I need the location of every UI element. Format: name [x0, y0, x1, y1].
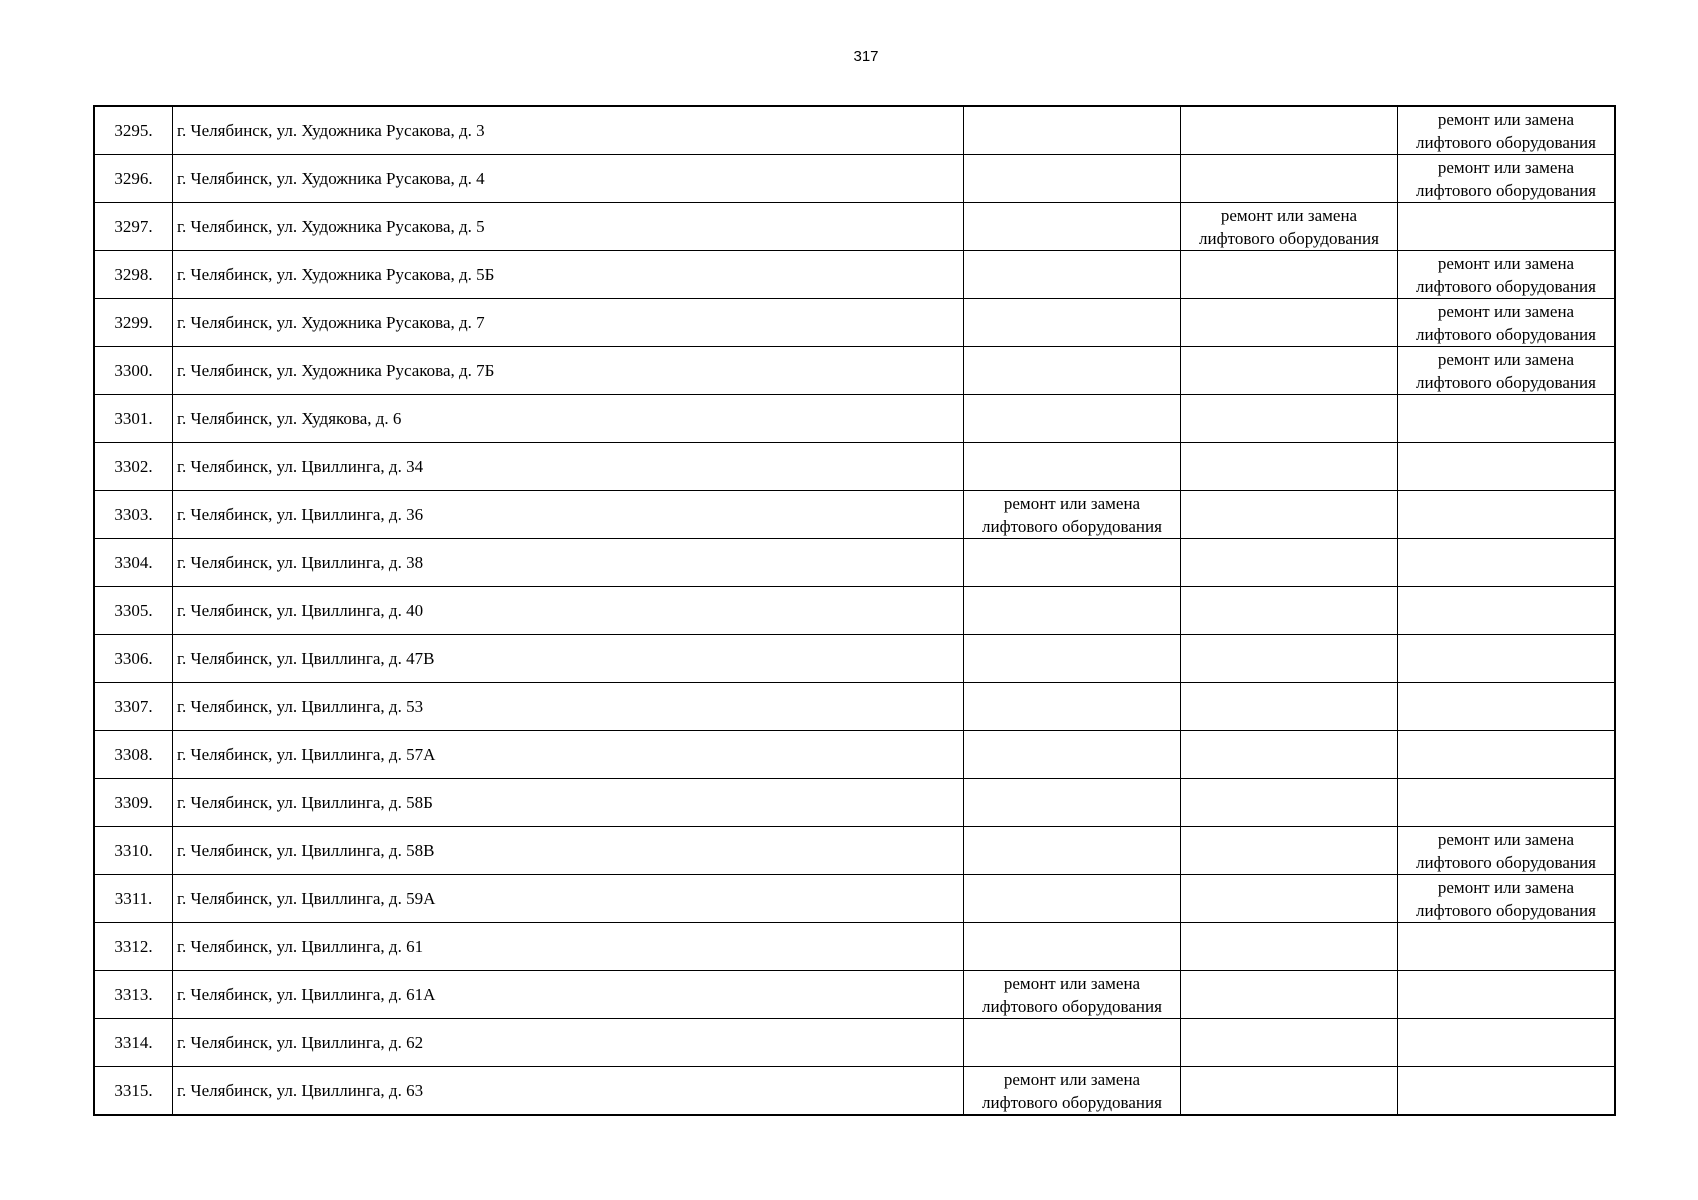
- address-cell: г. Челябинск, ул. Худякова, д. 6: [173, 395, 964, 443]
- table-row: [94, 827, 1615, 875]
- work-cell-3: [1398, 971, 1616, 1019]
- address-cell: г. Челябинск, ул. Цвиллинга, д. 59А: [173, 875, 964, 923]
- work-cell-3: [1398, 587, 1616, 635]
- row-number-cell: 3304.: [94, 539, 173, 587]
- work-cell-3: [1398, 299, 1616, 347]
- work-type-text: ремонт или замена лифтового оборудования: [1416, 877, 1596, 920]
- work-cell-2: [1181, 923, 1398, 971]
- table-row: [94, 106, 1615, 155]
- address-cell: г. Челябинск, ул. Цвиллинга, д. 47В: [173, 635, 964, 683]
- address-cell: г. Челябинск, ул. Художника Русакова, д. 4: [173, 155, 964, 203]
- address-cell: г. Челябинск, ул. Художника Русакова, д. 7Б: [173, 347, 964, 395]
- work-cell-1: [964, 491, 1181, 539]
- address-cell: г. Челябинск, ул. Цвиллинга, д. 58В: [173, 827, 964, 875]
- table-row: [94, 923, 1615, 971]
- work-cell-1: [964, 587, 1181, 635]
- work-cell-3: [1398, 347, 1616, 395]
- work-cell-1: [964, 347, 1181, 395]
- work-cell-3: [1398, 443, 1616, 491]
- table-row: [94, 443, 1615, 491]
- work-type-text: ремонт или замена лифтового оборудования: [1416, 301, 1596, 344]
- table-row: [94, 251, 1615, 299]
- row-number-cell: 3303.: [94, 491, 173, 539]
- work-cell-1: [964, 203, 1181, 251]
- work-cell-1: [964, 827, 1181, 875]
- address-cell: г. Челябинск, ул. Цвиллинга, д. 58Б: [173, 779, 964, 827]
- table-row: [94, 347, 1615, 395]
- row-number-cell: 3297.: [94, 203, 173, 251]
- work-cell-3: [1398, 923, 1616, 971]
- address-cell: г. Челябинск, ул. Цвиллинга, д. 63: [173, 1067, 964, 1116]
- row-number-cell: 3307.: [94, 683, 173, 731]
- row-number-cell: 3314.: [94, 1019, 173, 1067]
- work-cell-1: [964, 155, 1181, 203]
- table-row: [94, 491, 1615, 539]
- work-cell-2: [1181, 155, 1398, 203]
- work-cell-1: [964, 443, 1181, 491]
- work-type-text: ремонт или замена лифтового оборудования: [982, 1069, 1162, 1112]
- address-cell: г. Челябинск, ул. Цвиллинга, д. 36: [173, 491, 964, 539]
- work-cell-1: [964, 299, 1181, 347]
- row-number-cell: 3301.: [94, 395, 173, 443]
- work-cell-1: [964, 779, 1181, 827]
- work-cell-2: [1181, 203, 1398, 251]
- work-cell-3: [1398, 1067, 1616, 1116]
- work-cell-2: [1181, 443, 1398, 491]
- address-cell: г. Челябинск, ул. Цвиллинга, д. 53: [173, 683, 964, 731]
- row-number-cell: 3302.: [94, 443, 173, 491]
- row-number-cell: 3296.: [94, 155, 173, 203]
- work-type-text: ремонт или замена лифтового оборудования: [1416, 349, 1596, 392]
- address-cell: г. Челябинск, ул. Художника Русакова, д. 3: [173, 106, 964, 155]
- work-cell-1: [964, 395, 1181, 443]
- work-cell-3: [1398, 827, 1616, 875]
- work-cell-1: [964, 683, 1181, 731]
- address-cell: г. Челябинск, ул. Цвиллинга, д. 62: [173, 1019, 964, 1067]
- work-cell-2: [1181, 491, 1398, 539]
- table-row: [94, 299, 1615, 347]
- work-type-text: ремонт или замена лифтового оборудования: [982, 973, 1162, 1016]
- address-cell: г. Челябинск, ул. Художника Русакова, д. 5Б: [173, 251, 964, 299]
- table-row: [94, 971, 1615, 1019]
- work-type-text: ремонт или замена лифтового оборудования: [1199, 205, 1379, 248]
- table-row: [94, 779, 1615, 827]
- table-row: [94, 155, 1615, 203]
- work-cell-2: [1181, 827, 1398, 875]
- work-cell-1: [964, 635, 1181, 683]
- work-cell-2: [1181, 731, 1398, 779]
- work-cell-3: [1398, 155, 1616, 203]
- table-row: [94, 587, 1615, 635]
- work-cell-3: [1398, 251, 1616, 299]
- row-number-cell: 3298.: [94, 251, 173, 299]
- table-body: [94, 106, 1615, 1115]
- address-cell: г. Челябинск, ул. Цвиллинга, д. 38: [173, 539, 964, 587]
- table-row: [94, 1067, 1615, 1116]
- work-cell-2: [1181, 875, 1398, 923]
- work-cell-3: [1398, 491, 1616, 539]
- table-row: [94, 203, 1615, 251]
- table-row: [94, 1019, 1615, 1067]
- row-number-cell: 3311.: [94, 875, 173, 923]
- work-type-text: ремонт или замена лифтового оборудования: [1416, 253, 1596, 296]
- work-cell-2: [1181, 395, 1398, 443]
- work-cell-2: [1181, 635, 1398, 683]
- housing-table: [93, 105, 1616, 1116]
- work-cell-3: [1398, 106, 1616, 155]
- address-cell: г. Челябинск, ул. Цвиллинга, д. 61А: [173, 971, 964, 1019]
- page-number: 317: [853, 48, 879, 65]
- row-number-cell: 3315.: [94, 1067, 173, 1116]
- row-number-cell: 3309.: [94, 779, 173, 827]
- work-cell-1: [964, 1019, 1181, 1067]
- work-cell-2: [1181, 779, 1398, 827]
- work-cell-2: [1181, 1067, 1398, 1116]
- work-cell-3: [1398, 635, 1616, 683]
- table-row: [94, 731, 1615, 779]
- table-row: [94, 539, 1615, 587]
- address-cell: г. Челябинск, ул. Художника Русакова, д. 7: [173, 299, 964, 347]
- work-cell-1: [964, 1067, 1181, 1116]
- address-cell: г. Челябинск, ул. Цвиллинга, д. 57А: [173, 731, 964, 779]
- row-number-cell: 3313.: [94, 971, 173, 1019]
- work-cell-2: [1181, 106, 1398, 155]
- work-type-text: ремонт или замена лифтового оборудования: [1416, 157, 1596, 200]
- work-cell-2: [1181, 539, 1398, 587]
- table-row: [94, 635, 1615, 683]
- work-type-text: ремонт или замена лифтового оборудования: [982, 493, 1162, 536]
- row-number-cell: 3305.: [94, 587, 173, 635]
- work-cell-1: [964, 731, 1181, 779]
- work-cell-1: [964, 971, 1181, 1019]
- work-cell-3: [1398, 395, 1616, 443]
- work-cell-1: [964, 539, 1181, 587]
- row-number-cell: 3299.: [94, 299, 173, 347]
- row-number-cell: 3300.: [94, 347, 173, 395]
- work-cell-3: [1398, 1019, 1616, 1067]
- work-cell-1: [964, 106, 1181, 155]
- table-row: [94, 395, 1615, 443]
- work-cell-1: [964, 923, 1181, 971]
- row-number-cell: 3295.: [94, 106, 173, 155]
- row-number-cell: 3308.: [94, 731, 173, 779]
- table-row: [94, 683, 1615, 731]
- row-number-cell: 3310.: [94, 827, 173, 875]
- address-cell: г. Челябинск, ул. Цвиллинга, д. 34: [173, 443, 964, 491]
- work-cell-3: [1398, 683, 1616, 731]
- work-type-text: ремонт или замена лифтового оборудования: [1416, 829, 1596, 872]
- work-cell-3: [1398, 203, 1616, 251]
- work-cell-2: [1181, 683, 1398, 731]
- work-cell-1: [964, 875, 1181, 923]
- address-cell: г. Челябинск, ул. Художника Русакова, д. 5: [173, 203, 964, 251]
- work-cell-3: [1398, 731, 1616, 779]
- work-cell-2: [1181, 971, 1398, 1019]
- work-cell-1: [964, 251, 1181, 299]
- table-row: [94, 875, 1615, 923]
- work-cell-2: [1181, 251, 1398, 299]
- work-cell-2: [1181, 587, 1398, 635]
- work-cell-3: [1398, 779, 1616, 827]
- row-number-cell: 3306.: [94, 635, 173, 683]
- work-cell-3: [1398, 539, 1616, 587]
- work-cell-2: [1181, 347, 1398, 395]
- address-cell: г. Челябинск, ул. Цвиллинга, д. 40: [173, 587, 964, 635]
- address-cell: г. Челябинск, ул. Цвиллинга, д. 61: [173, 923, 964, 971]
- work-cell-2: [1181, 299, 1398, 347]
- work-type-text: ремонт или замена лифтового оборудования: [1416, 109, 1596, 152]
- row-number-cell: 3312.: [94, 923, 173, 971]
- work-cell-2: [1181, 1019, 1398, 1067]
- work-cell-3: [1398, 875, 1616, 923]
